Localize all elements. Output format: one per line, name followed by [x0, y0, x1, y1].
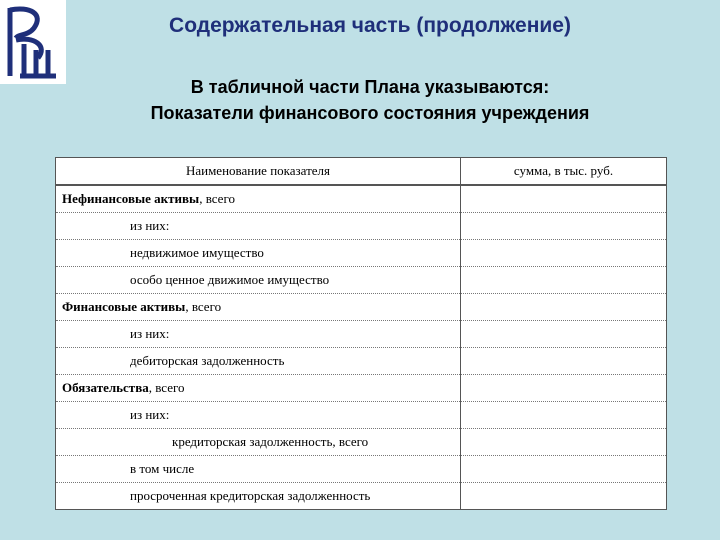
slide-title: Содержательная часть (продолжение)	[169, 14, 571, 37]
indicator-text: особо ценное движимое имущество	[130, 272, 330, 287]
table-row	[56, 402, 667, 429]
hse-logo-icon	[0, 0, 66, 84]
amount-cell	[461, 294, 667, 321]
table-row	[56, 267, 667, 294]
table-row	[56, 240, 667, 267]
indicator-category: Финансовые активы	[62, 299, 186, 314]
indicator-text: из них:	[130, 218, 170, 233]
indicator-name-cell	[56, 456, 461, 483]
header-amount: сумма, в тыс. руб.	[461, 158, 667, 186]
indicator-text: , всего	[148, 380, 185, 395]
subtitle-line-2: Показатели финансового состояния учреждения	[150, 103, 590, 123]
indicator-name-cell	[56, 267, 461, 294]
table-row	[56, 321, 667, 348]
indicator-text: из них:	[130, 326, 170, 341]
amount-cell	[461, 375, 667, 402]
subtitle-line-1: В табличной части Плана указываются:	[190, 77, 550, 97]
indicator-text: недвижимое имущество	[130, 245, 264, 260]
amount-cell	[461, 185, 667, 213]
table-row	[56, 375, 667, 402]
indicator-text: просроченная кредиторская задолженность	[130, 488, 371, 503]
table-header-row	[56, 158, 667, 186]
indicator-name-cell	[56, 185, 461, 213]
indicator-name-cell	[56, 213, 461, 240]
slide-subtitle	[60, 74, 680, 126]
indicator-name-cell	[56, 375, 461, 402]
table-row	[56, 483, 667, 510]
amount-cell	[461, 321, 667, 348]
header-indicator-name: Наименование показателя	[56, 158, 461, 186]
indicator-name-cell	[56, 483, 461, 510]
indicator-text: в том числе	[130, 461, 195, 476]
amount-cell	[461, 429, 667, 456]
indicator-name-cell	[56, 402, 461, 429]
indicator-name-cell	[56, 294, 461, 321]
table-row	[56, 429, 667, 456]
table-row	[56, 185, 667, 213]
table-body	[56, 185, 667, 510]
indicator-name-cell	[56, 240, 461, 267]
amount-cell	[461, 267, 667, 294]
amount-cell	[461, 348, 667, 375]
amount-cell	[461, 483, 667, 510]
table-row	[56, 456, 667, 483]
indicator-text: , всего	[199, 191, 235, 206]
indicator-text: , всего	[185, 299, 222, 314]
table-row	[56, 294, 667, 321]
indicator-text: из них:	[130, 407, 170, 422]
amount-cell	[461, 213, 667, 240]
indicator-name-cell	[56, 348, 461, 375]
amount-cell	[461, 240, 667, 267]
indicator-name-cell	[56, 321, 461, 348]
amount-cell	[461, 456, 667, 483]
indicator-category: Обязательства	[62, 380, 149, 395]
indicator-category: Нефинансовые активы	[62, 191, 200, 206]
indicator-text: кредиторская задолженность, всего	[172, 434, 369, 449]
amount-cell	[461, 402, 667, 429]
financial-indicators-table	[55, 157, 667, 510]
indicator-text: дебиторская задолженность	[130, 353, 285, 368]
table-row	[56, 213, 667, 240]
indicator-name-cell	[56, 429, 461, 456]
table-row	[56, 348, 667, 375]
